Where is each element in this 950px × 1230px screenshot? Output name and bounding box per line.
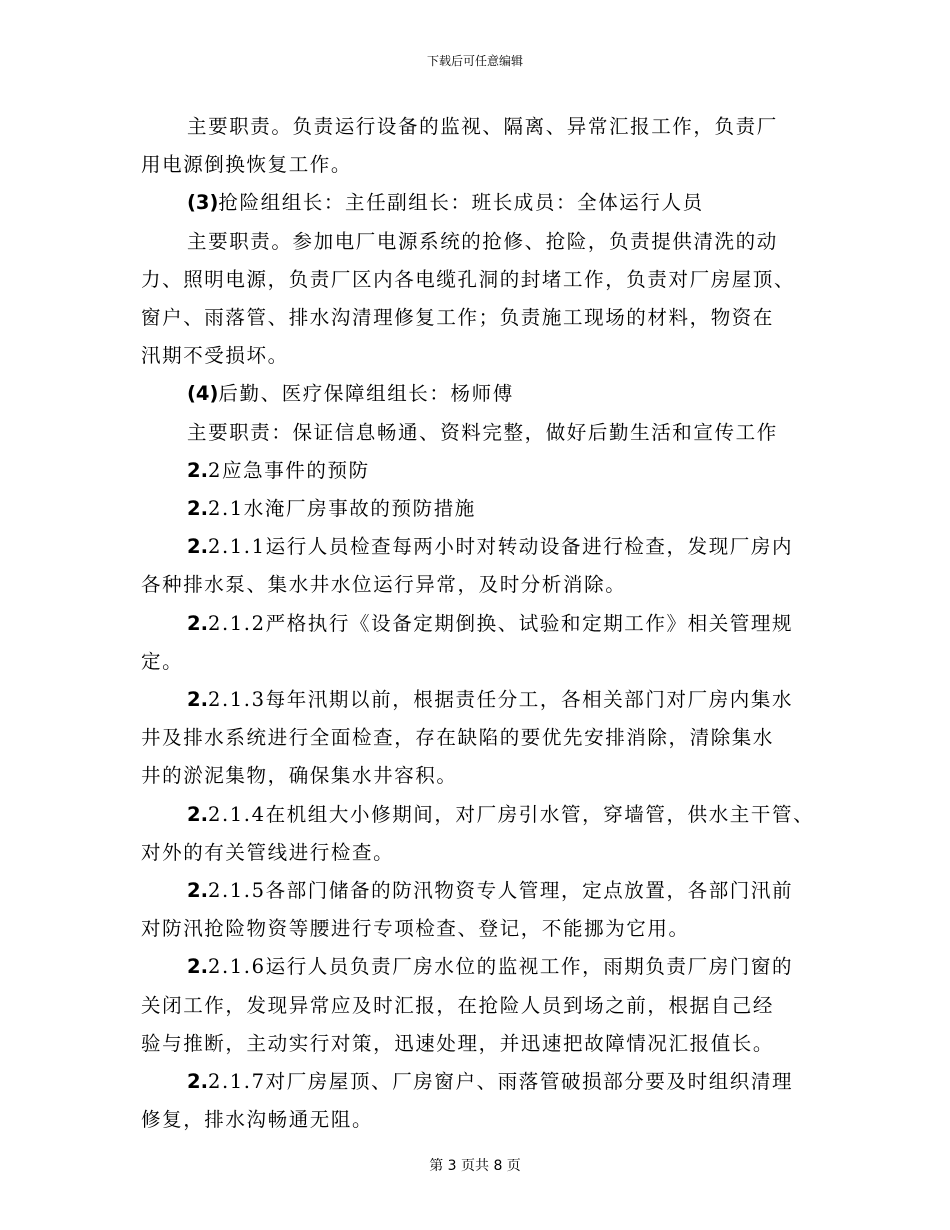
clause-2-2-1-4 bbox=[141, 796, 831, 872]
item-number: 2. bbox=[187, 535, 208, 559]
paragraph-line: 汛期不受损坏。 bbox=[141, 344, 289, 368]
paragraph-text: 2应急事件的预防 bbox=[207, 458, 370, 482]
clause-2-2-1-3 bbox=[141, 681, 831, 796]
item-number: 2. bbox=[187, 802, 208, 826]
paragraph-line: 对防汛抢险物资等腰进行专项检查、登记，不能挪为它用。 bbox=[141, 917, 690, 941]
paragraph-line: 井的淤泥集物，确保集水井容积。 bbox=[141, 764, 458, 788]
paragraph-line: 验与推断，主动实行对策，迅速处理，并迅速把故障情况汇报值长。 bbox=[141, 1031, 775, 1055]
paragraph-line: 井及排水系统进行全面检查，存在缺陷的要优先安排消除，清除集水 bbox=[141, 726, 775, 750]
paragraph-line bbox=[141, 490, 831, 528]
paragraph-line bbox=[141, 872, 831, 910]
page-header: 下载后可任意编辑 bbox=[426, 54, 523, 68]
clause-2-2-1-6 bbox=[141, 948, 831, 1063]
paragraph-text: 抢险组组长：主任副组长：班长成员：全体运行人员 bbox=[218, 191, 704, 215]
paragraph-rescue-group bbox=[141, 184, 831, 222]
paragraph-line: 关闭工作，发现异常应及时汇报，在抢险人员到场之前，根据自己经 bbox=[141, 993, 775, 1017]
paragraph-line: 主要职责。参加电厂电源系统的抢修、抢险，负责提供清洗的动 bbox=[187, 229, 778, 253]
section-heading-2-2 bbox=[141, 452, 831, 490]
paragraph-text: 2.1.4在机组大小修期间，对厂房引水管，穿墙管，供水主干管、 bbox=[207, 802, 815, 826]
paragraph-duty-logistics bbox=[141, 414, 831, 452]
page-footer: 第 3 页共 8 页 bbox=[429, 1158, 521, 1174]
paragraph-line: 主要职责：保证信息畅通、资料完整，做好后勤生活和宣传工作 bbox=[187, 420, 778, 444]
paragraph-text: 2.1水淹厂房事故的预防措施 bbox=[207, 497, 476, 521]
paragraph-line bbox=[141, 681, 831, 719]
clause-2-2-1-2 bbox=[141, 605, 831, 681]
paragraph-text: 2.1.3每年汛期以前，根据责任分工，各相关部门对厂房内集水 bbox=[207, 688, 794, 712]
clause-2-2-1-7 bbox=[141, 1063, 831, 1139]
paragraph-line: 窗户、雨落管、排水沟清理修复工作；负责施工现场的材料，物资在 bbox=[141, 306, 775, 330]
item-number: 2. bbox=[187, 688, 208, 712]
paragraph-line: 主要职责。负责运行设备的监视、隔离、异常汇报工作，负责厂 bbox=[187, 115, 778, 138]
paragraph-line bbox=[141, 375, 831, 413]
paragraph-line: 定。 bbox=[141, 649, 184, 673]
item-number: 2. bbox=[187, 879, 208, 903]
paragraph-line bbox=[141, 948, 831, 986]
paragraph-text: 后勤、医疗保障组组长：杨师傅 bbox=[218, 382, 514, 406]
item-number: 2. bbox=[187, 611, 208, 635]
section-heading-2-2-1 bbox=[141, 490, 831, 528]
paragraph-text: 2.1.7对厂房屋顶、厂房窗户、雨落管破损部分要及时组织清理 bbox=[207, 1070, 794, 1094]
clause-2-2-1-1 bbox=[141, 528, 831, 604]
paragraph-line bbox=[141, 605, 831, 643]
item-number: 2. bbox=[187, 497, 208, 521]
item-number: (4) bbox=[187, 382, 219, 406]
paragraph-duty-rescue bbox=[141, 223, 831, 376]
item-number: 2. bbox=[187, 955, 208, 979]
paragraph-logistics-group bbox=[141, 375, 831, 413]
paragraph-text: 2.1.6运行人员负责厂房水位的监视工作，雨期负责厂房门窗的 bbox=[207, 955, 794, 979]
item-number: 2. bbox=[187, 458, 208, 482]
paragraph-text: 2.1.5各部门储备的防汛物资专人管理，定点放置，各部门汛前 bbox=[207, 879, 794, 903]
paragraph-duty-operation bbox=[141, 108, 831, 184]
document-body bbox=[141, 108, 831, 1139]
item-number: (3) bbox=[187, 191, 219, 215]
paragraph-line bbox=[141, 452, 831, 490]
paragraph-line bbox=[141, 1063, 831, 1101]
paragraph-text: 2.1.2严格执行《设备定期倒换、试验和定期工作》相关管理规 bbox=[207, 611, 794, 635]
paragraph-line bbox=[141, 528, 831, 566]
item-number: 2. bbox=[187, 1070, 208, 1094]
clause-2-2-1-5 bbox=[141, 872, 831, 948]
paragraph-line bbox=[141, 796, 831, 834]
paragraph-line: 各种排水泵、集水井水位运行异常，及时分析消除。 bbox=[141, 573, 627, 597]
paragraph-line: 修复，排水沟畅通无阻。 bbox=[141, 1108, 374, 1132]
paragraph-line bbox=[141, 184, 831, 222]
paragraph-line: 用电源倒换恢复工作。 bbox=[141, 153, 353, 177]
paragraph-line: 力、照明电源，负责厂区内各电缆孔洞的封堵工作，负责对厂房屋顶、 bbox=[141, 267, 796, 291]
paragraph-text: 2.1.1运行人员检查每两小时对转动设备进行检查，发现厂房内 bbox=[207, 535, 794, 559]
paragraph-line: 对外的有关管线进行检查。 bbox=[141, 840, 395, 864]
